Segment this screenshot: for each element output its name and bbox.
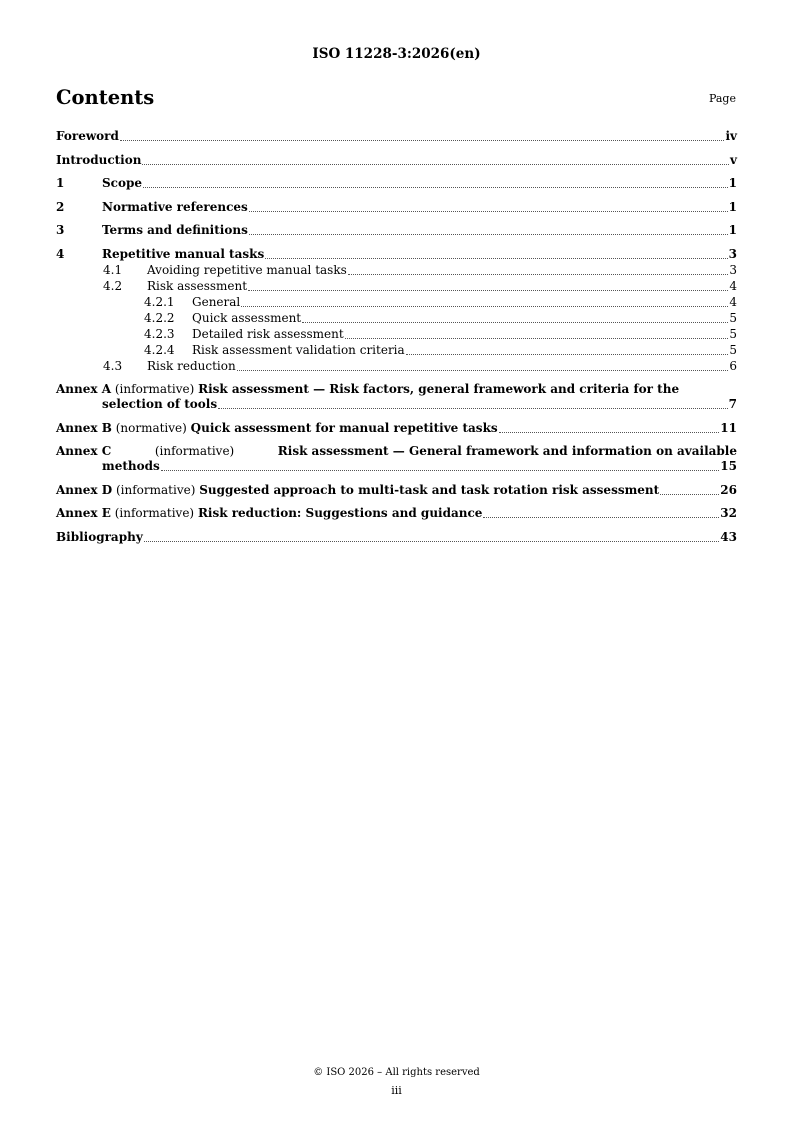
- dot-leader: [249, 234, 728, 235]
- page-column-label: Page: [708, 92, 736, 105]
- toc-entry-number: 4.2.4: [144, 342, 175, 357]
- toc-entry-validation-criteria[interactable]: [56, 342, 737, 358]
- toc-entry-scope[interactable]: [56, 176, 737, 191]
- dot-leader: [302, 322, 728, 323]
- toc-entry-page: 26: [720, 482, 737, 497]
- toc-entry-page: 15: [720, 459, 737, 473]
- toc-entry-number: 4.3: [103, 358, 123, 373]
- toc-entry-introduction[interactable]: [56, 153, 737, 168]
- dot-leader: [120, 140, 725, 141]
- toc-entry-detailed-risk-assessment[interactable]: [56, 326, 737, 342]
- toc-entry-normative-references[interactable]: [56, 200, 737, 215]
- dot-leader: [249, 211, 728, 212]
- dot-leader: [161, 470, 720, 471]
- toc-entry-title: Quick assessment for manual repetitive tasks: [190, 420, 498, 435]
- toc-entry-page: 5: [729, 310, 737, 325]
- toc-entry-title: Terms and definitions: [102, 223, 248, 237]
- toc-entry-page: 6: [729, 358, 737, 373]
- toc-entry-foreword[interactable]: [56, 129, 737, 144]
- annex-label: Annex B: [56, 420, 112, 435]
- toc-entry-annex-c[interactable]: [56, 444, 737, 474]
- toc-entry-number: 4.2.2: [144, 310, 175, 325]
- toc-entry-title: Normative references: [102, 199, 248, 214]
- toc-entry-title: Risk reduction: [147, 358, 236, 373]
- toc-entry-title: Repetitive manual tasks: [102, 246, 265, 261]
- toc-entry-title: Risk reduction: Suggestions and guidance: [197, 506, 483, 520]
- toc-entry-number: 2: [56, 199, 65, 214]
- toc-entry-terms-and-definitions[interactable]: [56, 223, 737, 238]
- toc-entry-title: Scope: [102, 176, 143, 190]
- toc-entry-annex-e[interactable]: [56, 506, 737, 521]
- dot-leader: [348, 274, 729, 275]
- toc-entry-page: 3: [728, 246, 737, 261]
- toc-entry-number: 4.2.3: [144, 326, 175, 341]
- toc-entry-page: 32: [720, 506, 737, 520]
- toc-entry-general[interactable]: [56, 294, 737, 310]
- document-id-header: ISO 11228-3:2026(en): [312, 46, 481, 62]
- toc-entry-page: 4: [729, 278, 737, 293]
- toc-entry-title: Avoiding repetitive manual tasks: [147, 262, 347, 277]
- toc-entry-title: Detailed risk assessment: [192, 326, 344, 341]
- dot-leader: [483, 517, 719, 518]
- dot-leader: [142, 164, 729, 165]
- dot-leader: [499, 432, 720, 433]
- toc-entry-title: Risk assessment — Risk factors, general framework and criteria for the: [198, 382, 680, 396]
- dot-leader: [143, 187, 728, 188]
- toc-entry-page: 3: [729, 262, 737, 277]
- toc-entry-title: Suggested approach to multi-task and task rotation risk assessment: [199, 482, 660, 497]
- toc-entry-risk-assessment[interactable]: [56, 278, 737, 294]
- annex-kind: (informative): [114, 506, 195, 520]
- toc-entry-title: Foreword: [56, 129, 119, 143]
- toc-entry-page: 5: [729, 326, 737, 341]
- toc-entry-page: 5: [729, 342, 737, 357]
- toc-entry-page: 43: [720, 529, 737, 544]
- annex-label: Annex A: [56, 382, 112, 396]
- toc-entry-quick-assessment[interactable]: [56, 310, 737, 326]
- annex-kind: (normative): [115, 420, 187, 435]
- annex-label: Annex E: [56, 506, 111, 520]
- toc-entry-annex-d[interactable]: [56, 483, 737, 498]
- toc-entry-page: 1: [728, 199, 737, 214]
- toc-entry-title: Risk assessment: [147, 278, 248, 293]
- dot-leader: [345, 338, 729, 339]
- toc-entry-number: 4: [56, 246, 65, 261]
- toc-entry-number: 4.2: [103, 278, 123, 293]
- dot-leader: [248, 290, 728, 291]
- toc-entry-title: Risk assessment — General framework and information on available: [277, 444, 737, 458]
- toc-entry-page: iv: [725, 129, 737, 143]
- dot-leader: [237, 370, 729, 371]
- dot-leader: [144, 541, 720, 542]
- toc-entry-number: 1: [56, 176, 65, 190]
- toc-entry-annex-a[interactable]: [56, 382, 737, 412]
- toc-entry-title: Quick assessment: [192, 310, 302, 325]
- annex-kind: (informative): [154, 444, 235, 458]
- toc-entry-title-continued: selection of tools: [102, 397, 218, 411]
- toc-entry-avoiding-repetitive-tasks[interactable]: [56, 262, 737, 278]
- toc-entry-title: Bibliography: [56, 529, 143, 544]
- toc-entry-page: v: [730, 152, 737, 167]
- toc-entry-page: 1: [728, 176, 737, 190]
- toc-entry-number: 3: [56, 223, 65, 237]
- toc-entry-page: 11: [720, 420, 737, 435]
- annex-label: Annex D: [56, 482, 113, 497]
- dot-leader: [406, 354, 729, 355]
- page-number: iii: [391, 1084, 402, 1097]
- toc-entry-title: Introduction: [56, 152, 142, 167]
- toc-entry-number: 4.2.1: [144, 294, 175, 309]
- toc-entry-bibliography[interactable]: [56, 530, 737, 545]
- copyright-notice: © ISO 2026 – All rights reserved: [313, 1067, 480, 1078]
- annex-kind: (informative): [115, 482, 196, 497]
- contents-heading: Contents: [56, 86, 155, 109]
- toc-entry-page: 4: [729, 294, 737, 309]
- toc-entry-page: 7: [728, 397, 737, 411]
- table-of-contents: [56, 129, 737, 545]
- annex-kind: (informative): [114, 382, 195, 396]
- dot-leader: [660, 494, 719, 495]
- annex-label: Annex C: [56, 444, 112, 458]
- toc-entry-annex-b[interactable]: [56, 421, 737, 436]
- dot-leader: [218, 408, 728, 409]
- dot-leader: [265, 258, 727, 259]
- toc-entry-risk-reduction[interactable]: [56, 358, 737, 374]
- toc-entry-title: Risk assessment validation criteria: [192, 342, 405, 357]
- toc-entry-page: 1: [728, 223, 737, 237]
- toc-entry-title-continued: methods: [102, 459, 160, 473]
- toc-entry-number: 4.1: [103, 262, 123, 277]
- toc-entry-repetitive-manual-tasks[interactable]: [56, 247, 737, 262]
- dot-leader: [241, 306, 728, 307]
- toc-entry-title: General: [192, 294, 241, 309]
